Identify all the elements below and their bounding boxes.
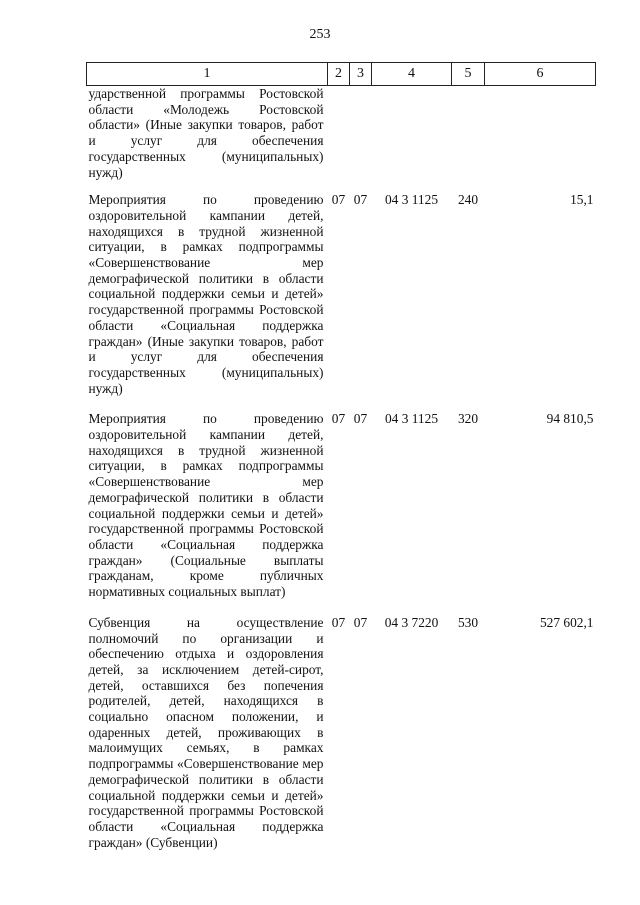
header-col-5: 5 — [452, 63, 485, 86]
row-section: 07 — [331, 614, 346, 630]
row-subsection: 07 — [353, 411, 368, 427]
row-target-code: 04 3 7220 — [384, 614, 439, 630]
table-row — [87, 615, 596, 866]
row-subsection: 07 — [353, 192, 368, 208]
row-description: Мероприятия по проведению оздоровительной кампании детей, находящихся в трудной жизненной ситуации, в рамках подпрограммы «Совершенствование мер демографической политики в области социальной поддержки семьи и детей» государственной программы Ростовской области «Социальная поддержка граждан» (Социальные выплаты гражданам, кроме публичных нормативных социальных выплат) — [88, 411, 324, 600]
row-section: 07 — [331, 411, 346, 427]
row-target-code — [372, 86, 452, 193]
row-expense-type: 240 — [457, 192, 479, 208]
row-description: ударственной программы Ростовской области «Молодежь Ростовской области» (Иные закупки товаров, работ и услуг для обеспечения государственных (муниципальных) нужд) — [88, 86, 324, 180]
table-header — [87, 63, 596, 86]
header-row — [87, 63, 596, 86]
row-expense-type: 320 — [457, 411, 479, 427]
row-subsection: 07 — [353, 614, 368, 630]
table-row — [87, 86, 596, 193]
header-col-6: 6 — [485, 63, 596, 86]
row-subsection — [350, 86, 372, 193]
header-col-4: 4 — [372, 63, 452, 86]
table-body — [87, 86, 596, 866]
row-section: 07 — [331, 192, 346, 208]
table-row — [87, 411, 596, 614]
row-amount: 15,1 — [570, 192, 594, 208]
row-expense-type — [452, 86, 485, 193]
row-target-code: 04 3 1125 — [384, 192, 439, 208]
row-expense-type: 530 — [457, 614, 479, 630]
row-section — [328, 86, 350, 193]
table-row — [87, 192, 596, 411]
header-col-2: 2 — [328, 63, 350, 86]
row-description: Субвенция на осуществление полномочий по организации и обеспечению отдыха и оздоровления детей, за исключением детей-сирот, детей, оставшихся без попечения родителей, детей, находящихся в социально опасном положении, и одаренных детей, проживающих в малоимущих семьях, в рамках подпрограммы «Совершенствование мер демографической политики в области социальной поддержки семьи и детей» государственной программы Ростовской области «Социальная поддержка граждан» (Субвенции) — [88, 614, 324, 850]
row-amount: 527 602,1 — [539, 614, 594, 630]
budget-table — [86, 62, 596, 865]
row-amount: 94 810,5 — [546, 411, 594, 427]
header-col-3: 3 — [350, 63, 372, 86]
row-amount — [485, 86, 596, 193]
row-target-code: 04 3 1125 — [384, 411, 439, 427]
header-col-1: 1 — [87, 63, 328, 86]
row-description: Мероприятия по проведению оздоровительной кампании детей, находящихся в трудной жизненной ситуации, в рамках подпрограммы «Совершенствование мер демографической политики в области социальной поддержки семьи и детей» государственной программы Ростовской области «Социальная поддержка граждан» (Иные закупки товаров, работ и услуг для обеспечения государственных (муниципальных) нужд) — [88, 192, 324, 396]
page-number: 253 — [309, 27, 331, 42]
